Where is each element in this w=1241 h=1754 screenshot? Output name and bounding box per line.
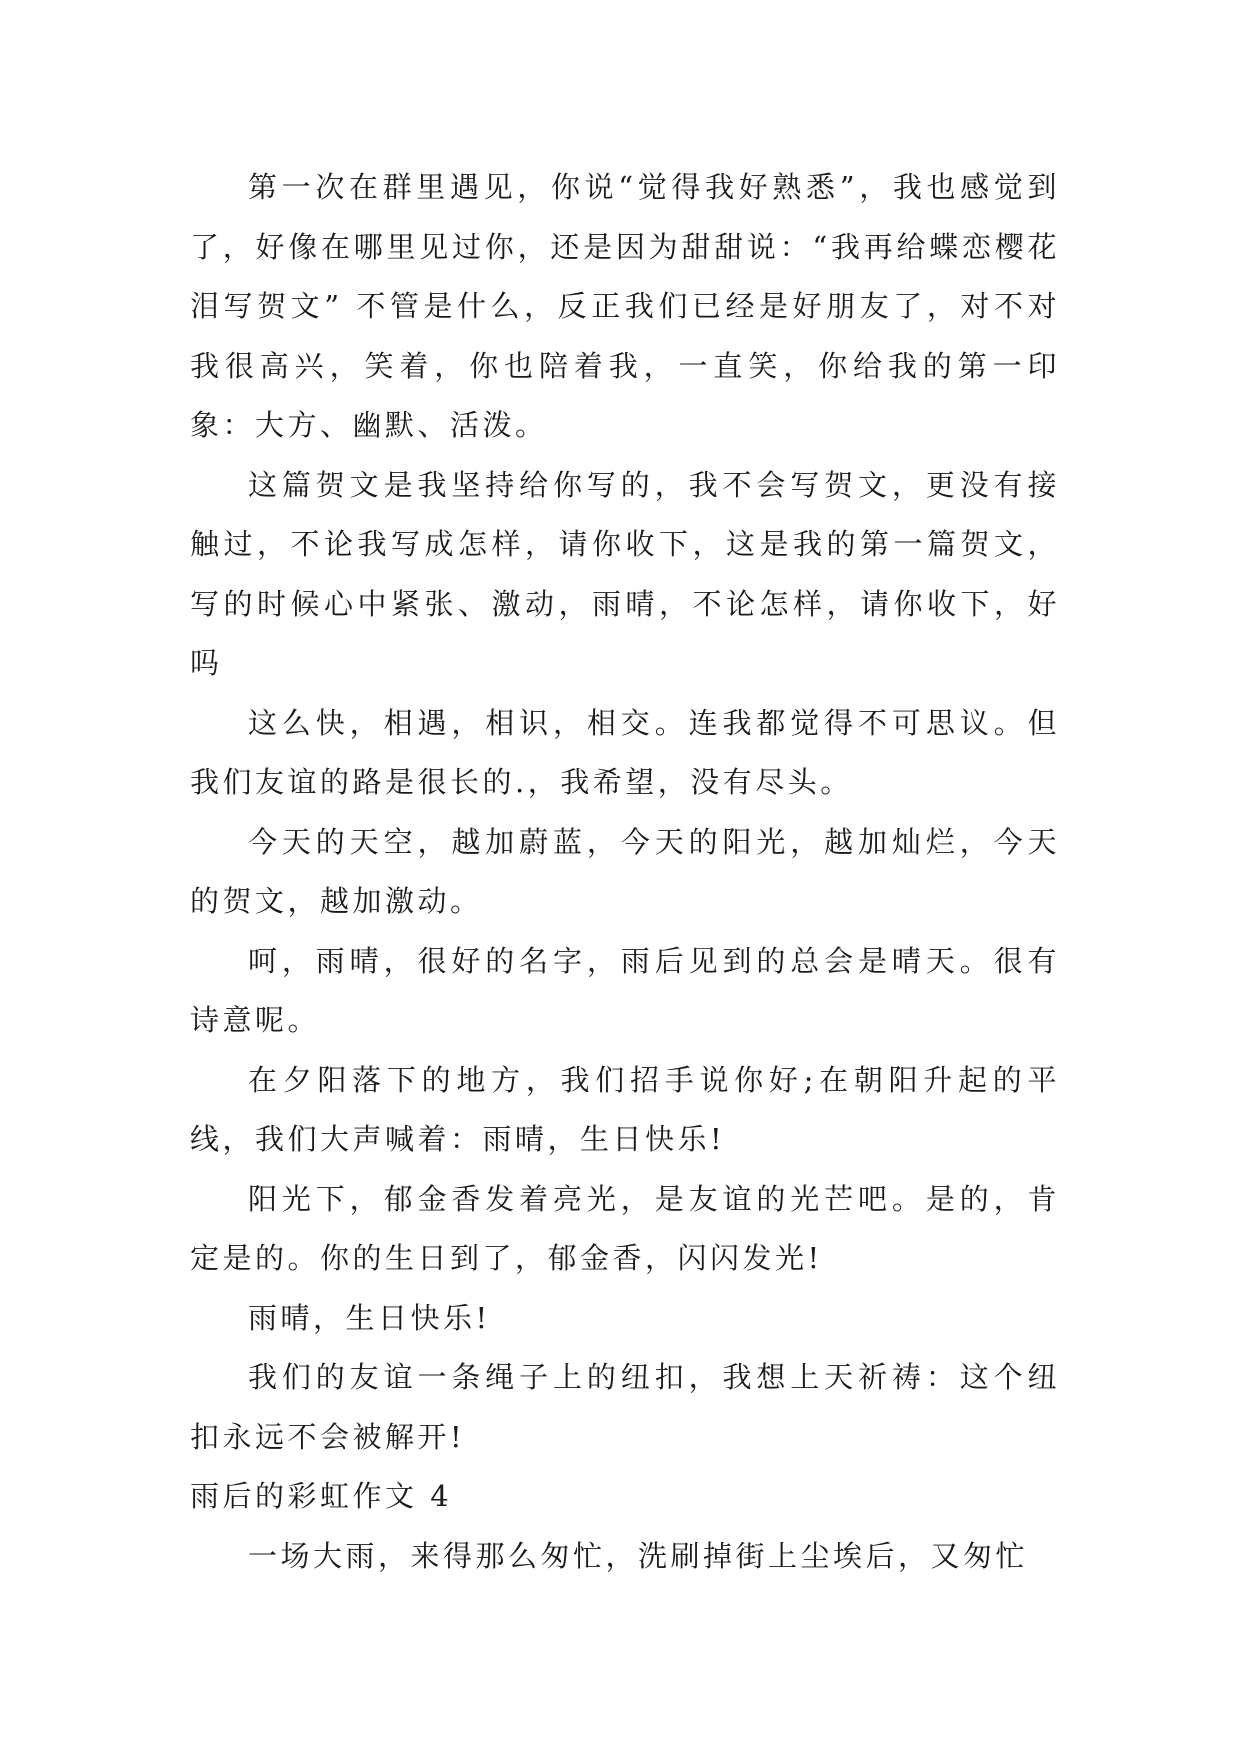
paragraph-5: 呵，雨晴，很好的名字，雨后见到的总会是晴天。很有诗意呢。 <box>190 943 1060 1037</box>
paragraph-2: 这篇贺文是我坚持给你写的，我不会写贺文，更没有接触过，不论我写成怎样，请你收下，这是我的第一篇贺文，写的时候心中紧张、激动，雨晴，不论怎样，请你收下，好吗 <box>190 467 1060 680</box>
document-body <box>190 158 1060 1586</box>
paragraph-7: 阳光下，郁金香发着亮光，是友谊的光芒吧。是的，肯定是的。你的生日到了，郁金香，闪闪发光! <box>190 1181 1060 1275</box>
paragraph-1: 第一次在群里遇见，你说“觉得我好熟悉”，我也感觉到了，好像在哪里见过你，还是因为甜甜说：“我再给蝶恋樱花泪写贺文” 不管是什么，反正我们已经是好朋友了，对不对我很高兴，笑着，你也陪着我，一直笑，你给我的第一印象：大方、幽默、活泼。 <box>190 170 1060 442</box>
paragraph-9: 我们的友谊一条绳子上的纽扣，我想上天祈祷：这个纽扣永远不会被解开! <box>190 1360 1060 1454</box>
paragraph-4: 今天的天空，越加蔚蓝，今天的阳光，越加灿烂，今天的贺文，越加激动。 <box>190 824 1060 918</box>
section-paragraph-1: 一场大雨，来得那么匆忙，洗刷掉街上尘埃后，又匆忙 <box>248 1538 1029 1573</box>
section-heading: 雨后的彩虹作文 4 <box>190 1479 453 1513</box>
paragraph-6: 在夕阳落下的地方，我们招手说你好;在朝阳升起的平线，我们大声喊着：雨晴，生日快乐! <box>190 1062 1060 1156</box>
paragraph-8: 雨晴，生日快乐! <box>248 1300 491 1335</box>
paragraph-3: 这么快，相遇，相识，相交。连我都觉得不可思议。但我们友谊的路是很长的.，我希望，没有尽头。 <box>190 705 1060 799</box>
